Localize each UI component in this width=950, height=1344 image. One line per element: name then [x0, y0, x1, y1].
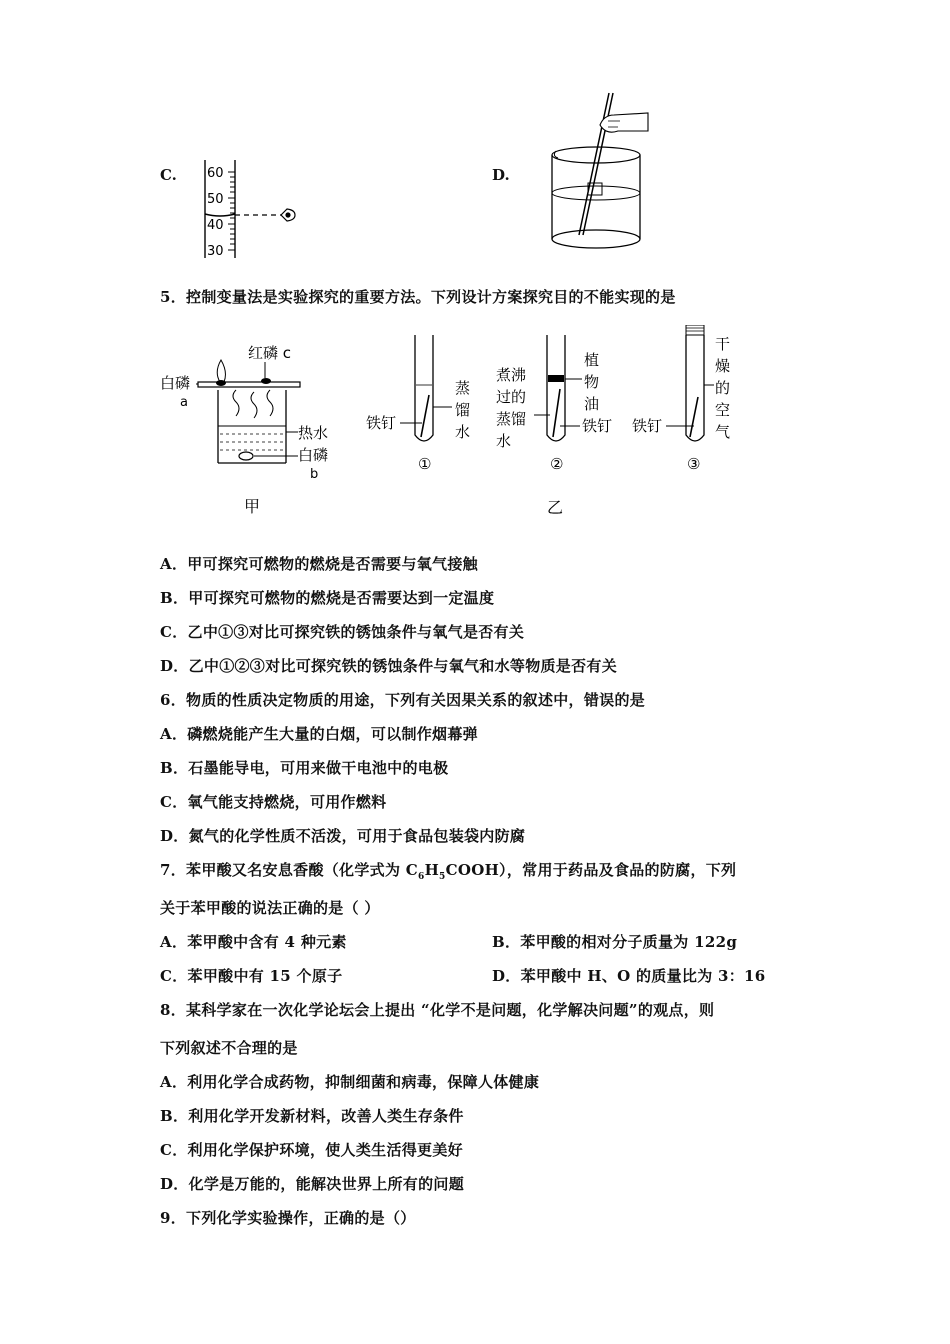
- cylinder-tick-50: 50: [207, 192, 224, 207]
- beaker-stirring-figure: [548, 85, 653, 255]
- tube2-left-line-3: 蒸馏: [496, 410, 527, 428]
- q8-option-d: D．化学是万能的，能解决世界上所有的问题: [160, 1175, 465, 1193]
- q7-sub-5: 5: [439, 872, 446, 882]
- label-white-phosphorus-a: 白磷: [160, 374, 191, 392]
- label-hot-water: 热水: [298, 424, 329, 442]
- tube3-air-char-5: 气: [715, 423, 731, 441]
- q5-option-c: C．乙中①③对比可探究铁的锈蚀条件与氧气是否有关: [160, 623, 525, 641]
- q7-stem-line2: 关于苯甲酸的说法正确的是（ ）: [160, 899, 380, 917]
- test-tube-3: [632, 325, 730, 473]
- q6-option-c: C．氧气能支持燃烧，可用作燃料: [160, 793, 387, 811]
- q7-stem-post: COOH），常用于药品及食品的防腐，下列: [445, 861, 737, 879]
- tube2-oil-char-1: 植: [584, 351, 600, 369]
- cylinder-tick-40: 40: [207, 218, 224, 233]
- q8-option-a: A．利用化学合成药物，抑制细菌和病毒，保障人体健康: [160, 1073, 540, 1091]
- tube2-left-line-2: 过的: [496, 388, 527, 406]
- q6-option-b: B．石墨能导电，可用来做干电池中的电极: [160, 759, 449, 777]
- q8-option-c: C．利用化学保护环境，使人类生活得更美好: [160, 1141, 463, 1159]
- tube2-left-line-1: 煮沸: [496, 366, 527, 384]
- q7-sub-6: 6: [418, 872, 425, 882]
- tube1-liquid-char-1: 蒸: [455, 379, 471, 397]
- q7-option-a: A．苯甲酸中含有 4 种元素: [160, 933, 347, 951]
- q7-stem-line1: [160, 859, 736, 882]
- caption-yi: 乙: [547, 498, 564, 517]
- q7-stem-pre: 7．苯甲酸又名安息香酸（化学式为 C: [160, 861, 418, 879]
- label-b: b: [310, 467, 319, 482]
- cylinder-tick-60: 60: [207, 166, 224, 181]
- figure-jia: [158, 338, 353, 523]
- tube2-oil-char-2: 物: [584, 373, 600, 391]
- q5-option-a: A．甲可探究可燃物的燃烧是否需要与氧气接触: [160, 555, 478, 573]
- q6-option-a: A．磷燃烧能产生大量的白烟，可以制作烟幕弹: [160, 725, 478, 743]
- tube3-number: ③: [687, 455, 701, 473]
- tube1-number: ①: [418, 455, 432, 473]
- cylinder-tick-30: 30: [207, 244, 224, 259]
- tube3-air-char-3: 的: [715, 379, 731, 397]
- q8-stem-line2: 下列叙述不合理的是: [160, 1039, 298, 1057]
- q6-stem: 6．物质的性质决定物质的用途，下列有关因果关系的叙述中，错误的是: [160, 691, 646, 709]
- q5-stem: 5．控制变量法是实验探究的重要方法。下列设计方案探究目的不能实现的是: [160, 288, 676, 306]
- caption-jia: 甲: [244, 497, 261, 516]
- q8-option-b: B．利用化学开发新材料，改善人类生存条件: [160, 1107, 464, 1125]
- tube3-nail-label: 铁钉: [632, 417, 663, 435]
- tube1-liquid-char-3: 水: [455, 423, 471, 441]
- q8-stem-line1: 8．某科学家在一次化学论坛会上提出 “化学不是问题，化学解决问题”的观点，则: [160, 1001, 715, 1019]
- tube2-number: ②: [550, 455, 564, 473]
- q7-stem-h: H: [424, 861, 440, 879]
- test-tube-1: [366, 335, 470, 473]
- flame-icon: [216, 360, 226, 386]
- q7-option-b: B．苯甲酸的相对分子质量为 122g: [492, 933, 738, 951]
- eye-icon: [281, 209, 295, 221]
- test-tube-2: [496, 335, 612, 473]
- tube2-oil-char-3: 油: [584, 395, 600, 413]
- option-c-label: C.: [160, 166, 177, 184]
- tube2-left-line-4: 水: [496, 432, 512, 450]
- label-white-phosphorus-b: 白磷: [298, 446, 329, 464]
- graduated-cylinder-figure: [195, 158, 305, 260]
- option-d-label: D.: [492, 166, 510, 184]
- q7-option-c: C．苯甲酸中有 15 个原子: [160, 967, 343, 985]
- q5-option-d: D．乙中①②③对比可探究铁的锈蚀条件与氧气和水等物质是否有关: [160, 657, 618, 675]
- q7-option-d: D．苯甲酸中 H、O 的质量比为 3：16: [492, 967, 766, 985]
- tube2-nail-label: 铁钉: [582, 417, 613, 435]
- hand-icon: [600, 113, 648, 132]
- q9-stem: 9．下列化学实验操作，正确的是（）: [160, 1209, 416, 1227]
- tube1-liquid-char-2: 馏: [455, 401, 471, 419]
- label-red-phosphorus: 红磷 c: [248, 344, 292, 362]
- q6-option-d: D．氮气的化学性质不活泼，可用于食品包装袋内防腐: [160, 827, 526, 845]
- figure-yi: [360, 325, 740, 520]
- tube1-nail-label: 铁钉: [366, 414, 397, 432]
- q5-option-b: B．甲可探究可燃物的燃烧是否需要达到一定温度: [160, 589, 495, 607]
- tube3-air-char-2: 燥: [715, 357, 731, 375]
- label-a: a: [180, 395, 188, 410]
- tube3-air-char-4: 空: [715, 401, 731, 419]
- tube3-air-char-1: 干: [715, 335, 731, 353]
